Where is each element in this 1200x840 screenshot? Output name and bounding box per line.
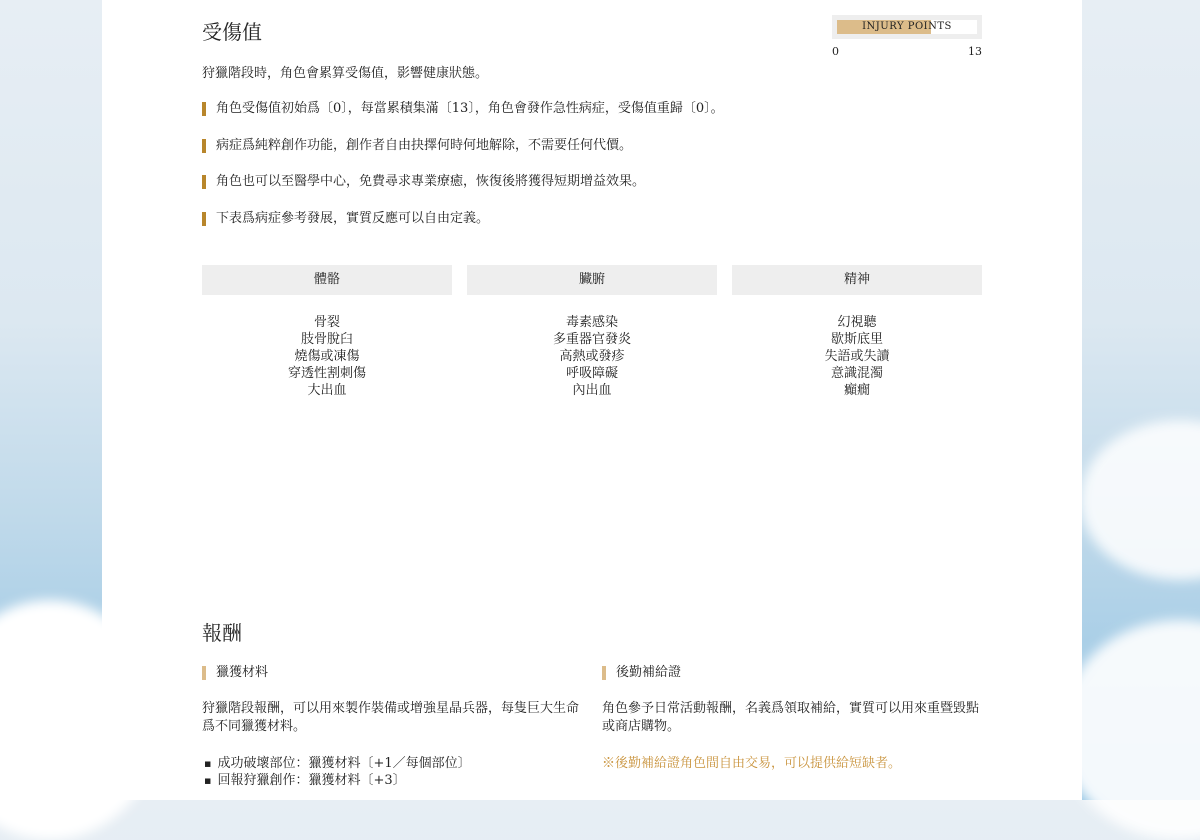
injury-rule: 角色也可以至醫學中心，免費尋求專業療癒，恢復後將獲得短期增益效果。 <box>202 173 645 191</box>
content-panel <box>102 0 1082 800</box>
list-item: 內出血 <box>572 383 612 398</box>
reward-left-text: 狩獵階段報酬，可以用來製作裝備或增強星晶兵器，每隻巨大生命爲不同獵獲材料。 <box>202 701 580 734</box>
list-item: 意識混濁 <box>830 366 883 381</box>
list-item <box>204 755 471 772</box>
reward-left-bullets <box>204 755 471 789</box>
condition-list-body <box>202 314 452 399</box>
injury-bar-max: 13 <box>968 45 982 58</box>
injury-points-label: INJURY POINTS <box>862 21 952 32</box>
reward-left-subtitle: 獵獲材料 <box>202 664 268 682</box>
bullet-text: 回報狩獵創作：獵獲材料〔+3〕 <box>217 773 406 788</box>
reward-right-note: ※後勤補給證角色間自由交易，可以提供給短缺者。 <box>602 756 902 771</box>
list-item: 穿透性割刺傷 <box>287 366 366 381</box>
column-header-organs: 臟腑 <box>467 265 717 295</box>
injury-points-bar <box>832 15 982 39</box>
condition-list-organs <box>467 314 717 399</box>
list-item: 癲癇 <box>843 383 870 398</box>
list-item: 高熱或發疹 <box>559 349 625 364</box>
list-item <box>204 772 471 789</box>
injury-rule: 角色受傷值初始爲〔0〕，每當累積集滿〔13〕，角色會發作急性病症，受傷值重歸〔0〕。 <box>202 100 724 118</box>
column-header-mind: 精神 <box>732 265 982 295</box>
cloud-decoration <box>1080 420 1200 580</box>
injury-points-track <box>837 20 977 34</box>
list-item: 骨裂 <box>313 315 340 330</box>
reward-right-text: 角色參予日常活動報酬，名義爲領取補給，實質可以用來重暨毀點或商店購物。 <box>602 701 980 734</box>
list-item: 毒素感染 <box>565 315 618 330</box>
injury-intro: 狩獵階段時，角色會累算受傷值，影響健康狀態。 <box>202 66 489 81</box>
list-item: 燒傷或凍傷 <box>294 349 360 364</box>
list-item: 呼吸障礙 <box>565 366 618 381</box>
reward-section-title: 報酬 <box>202 621 242 645</box>
list-item: 幻視聽 <box>837 315 877 330</box>
injury-bar-min: 0 <box>832 45 839 58</box>
list-item: 歇斯底里 <box>830 332 883 347</box>
list-item: 失語或失讀 <box>824 349 890 364</box>
reward-right-subtitle: 後勤補給證 <box>602 664 681 682</box>
list-item: 大出血 <box>307 383 347 398</box>
bullet-text: 成功破壞部位：獵獲材料〔+1／每個部位〕 <box>217 756 471 771</box>
injury-section-title: 受傷值 <box>202 20 262 44</box>
list-item: 多重器官發炎 <box>552 332 631 347</box>
column-header-body: 體骼 <box>202 265 452 295</box>
list-item: 肢骨脫臼 <box>300 332 353 347</box>
injury-rule: 病症爲純粹創作功能，創作者自由抉擇何時何地解除，不需要任何代價。 <box>202 137 632 155</box>
condition-list-mind <box>732 314 982 399</box>
injury-rule: 下表爲病症參考發展，實質反應可以自由定義。 <box>202 210 489 228</box>
